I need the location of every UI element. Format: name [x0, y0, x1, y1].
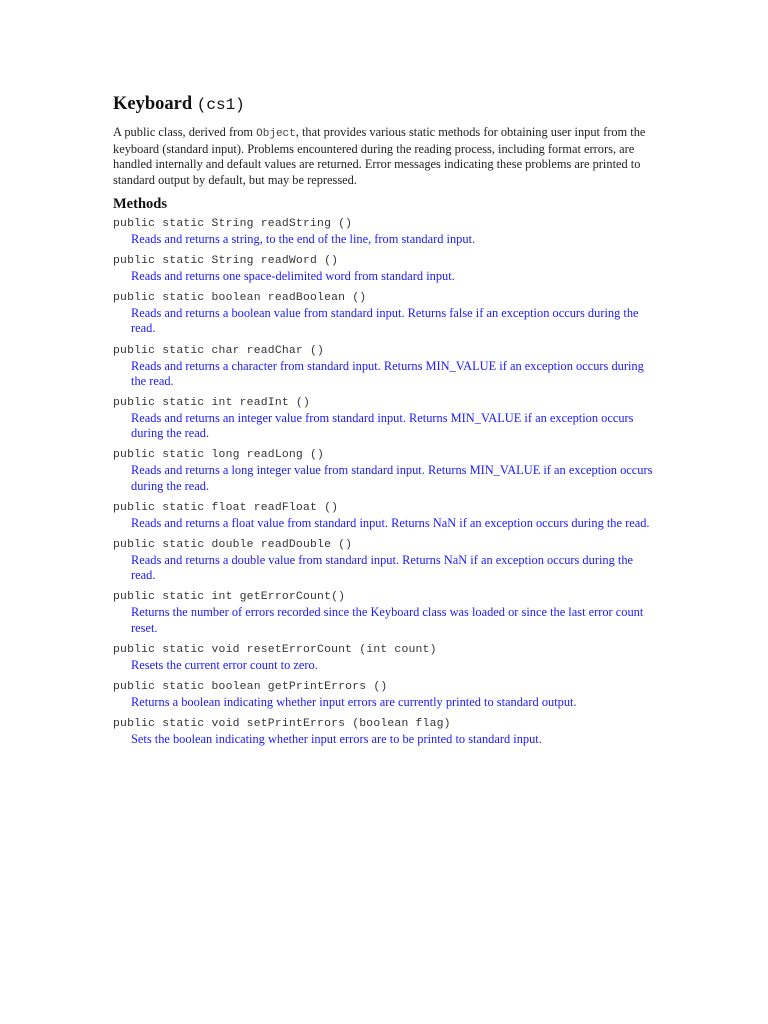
method-description: Reads and returns one space-delimited word from standard input. [131, 269, 455, 284]
package-name: (cs1) [196, 96, 245, 114]
method-description: Resets the current error count to zero. [131, 657, 318, 672]
method-signature: public static void setPrintErrors (boolean flag) [113, 718, 451, 731]
method-entry [113, 396, 655, 441]
method-signature: public static double readDouble () [113, 539, 353, 552]
methods-heading: Methods [113, 195, 167, 212]
method-description: Reads and returns a double value from standard input. Returns NaN if an exception occurs during the read. [131, 553, 634, 583]
method-entry [113, 717, 655, 747]
method-description: Reads and returns an integer value from standard input. Returns MIN_VALUE if an exception occurs during the read. [131, 411, 634, 441]
method-description: Reads and returns a character from standard input. Returns MIN_VALUE if an exception occurs during the read. [131, 358, 644, 388]
method-signature: public static int getErrorCount() [113, 591, 346, 604]
methods-list [113, 217, 655, 748]
method-entry [113, 501, 655, 531]
method-signature: public static char readChar () [113, 344, 325, 357]
method-signature: public static void resetErrorCount (int count) [113, 643, 437, 656]
method-description: Sets the boolean indicating whether input errors are to be printed to standard input. [131, 732, 542, 747]
intro-text-before: A public class, derived from [113, 125, 257, 139]
method-description: Returns the number of errors recorded since the Keyboard class was loaded or since the last error count reset. [131, 605, 644, 635]
method-entry [113, 291, 655, 336]
intro-code-object: Object [256, 128, 296, 140]
method-entry [113, 643, 655, 673]
method-signature: public static float readFloat () [113, 501, 339, 514]
method-signature: public static String readWord () [113, 255, 339, 268]
method-signature: public static String readString () [113, 217, 353, 230]
method-description: Reads and returns a string, to the end of the line, from standard input. [131, 231, 476, 246]
method-entry [113, 254, 655, 284]
class-description [113, 125, 655, 188]
method-signature: public static long readLong () [113, 449, 325, 462]
intro-text-after: , that provides various static methods for obtaining user input from the keyboard (standard input). Problems encountered during the reading process, including format errors, are handled internally and default values are returned. Error messages indicating these problems are printed to standard output by default, but may be repressed. [113, 125, 646, 187]
method-description: Reads and returns a long integer value from standard input. Returns MIN_VALUE if an exception occurs during the read. [131, 463, 653, 493]
method-entry [113, 680, 655, 710]
method-entry [113, 448, 655, 493]
page-title [113, 92, 655, 117]
method-description: Returns a boolean indicating whether input errors are currently printed to standard output. [131, 695, 577, 710]
class-name: Keyboard [113, 94, 193, 114]
method-description: Reads and returns a float value from standard input. Returns NaN if an exception occurs during the read. [131, 515, 650, 530]
method-description: Reads and returns a boolean value from standard input. Returns false if an exception occurs during the read. [131, 306, 639, 336]
method-entry [113, 590, 655, 635]
method-entry [113, 344, 655, 389]
method-signature: public static int readInt () [113, 397, 310, 410]
method-entry [113, 538, 655, 583]
method-signature: public static boolean readBoolean () [113, 292, 367, 305]
method-entry [113, 217, 655, 247]
method-signature: public static boolean getPrintErrors () [113, 681, 388, 694]
